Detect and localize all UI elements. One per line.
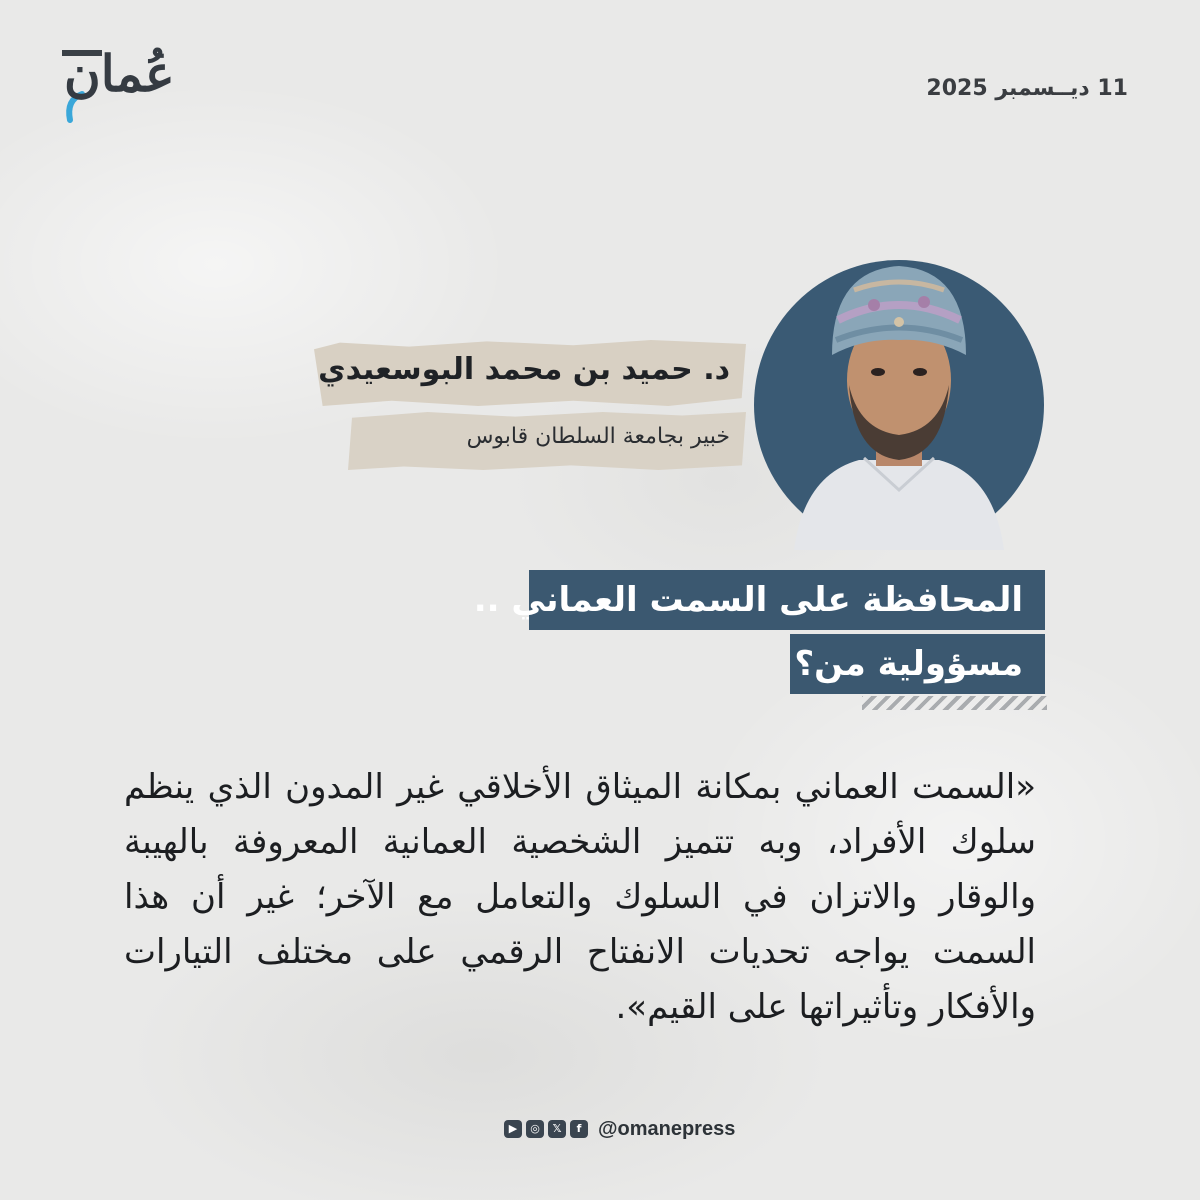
instagram-icon[interactable]: ◎: [526, 1120, 544, 1138]
logo-text: عُمان: [64, 44, 175, 103]
headline-line-2: مسؤولية من؟: [790, 634, 1045, 694]
publish-date: 11 ديــسمبر 2025: [926, 76, 1128, 101]
quote-text: «السمت العماني بمكانة الميثاق الأخلاقي غير المدون الذي ينظم سلوك الأفراد، وبه تتميز الشخصية العمانية المعروفة بالهيبة والوقار والاتزان في السلوك والتعامل مع الآخر؛ غير أن هذا السمت يواجه تحديات الانفتاح الرقمي على مختلف التيارات والأفكار وتأثيراتها على القيم».: [124, 767, 1036, 1027]
social-bar: [504, 1117, 735, 1141]
headline-stripes: [862, 696, 1047, 710]
youtube-icon[interactable]: ▶: [504, 1120, 522, 1138]
social-handle[interactable]: @omanepress: [598, 1117, 736, 1140]
speaker-portrait: [754, 260, 1044, 550]
headline-line-1: المحافظة على السمت العماني ..: [529, 570, 1045, 630]
speaker-title: خبير بجامعة السلطان قابوس: [466, 424, 730, 449]
facebook-icon[interactable]: f: [570, 1120, 588, 1138]
x-icon[interactable]: 𝕏: [548, 1120, 566, 1138]
speaker-name: د. حميد بن محمد البوسعيدي: [318, 352, 730, 387]
